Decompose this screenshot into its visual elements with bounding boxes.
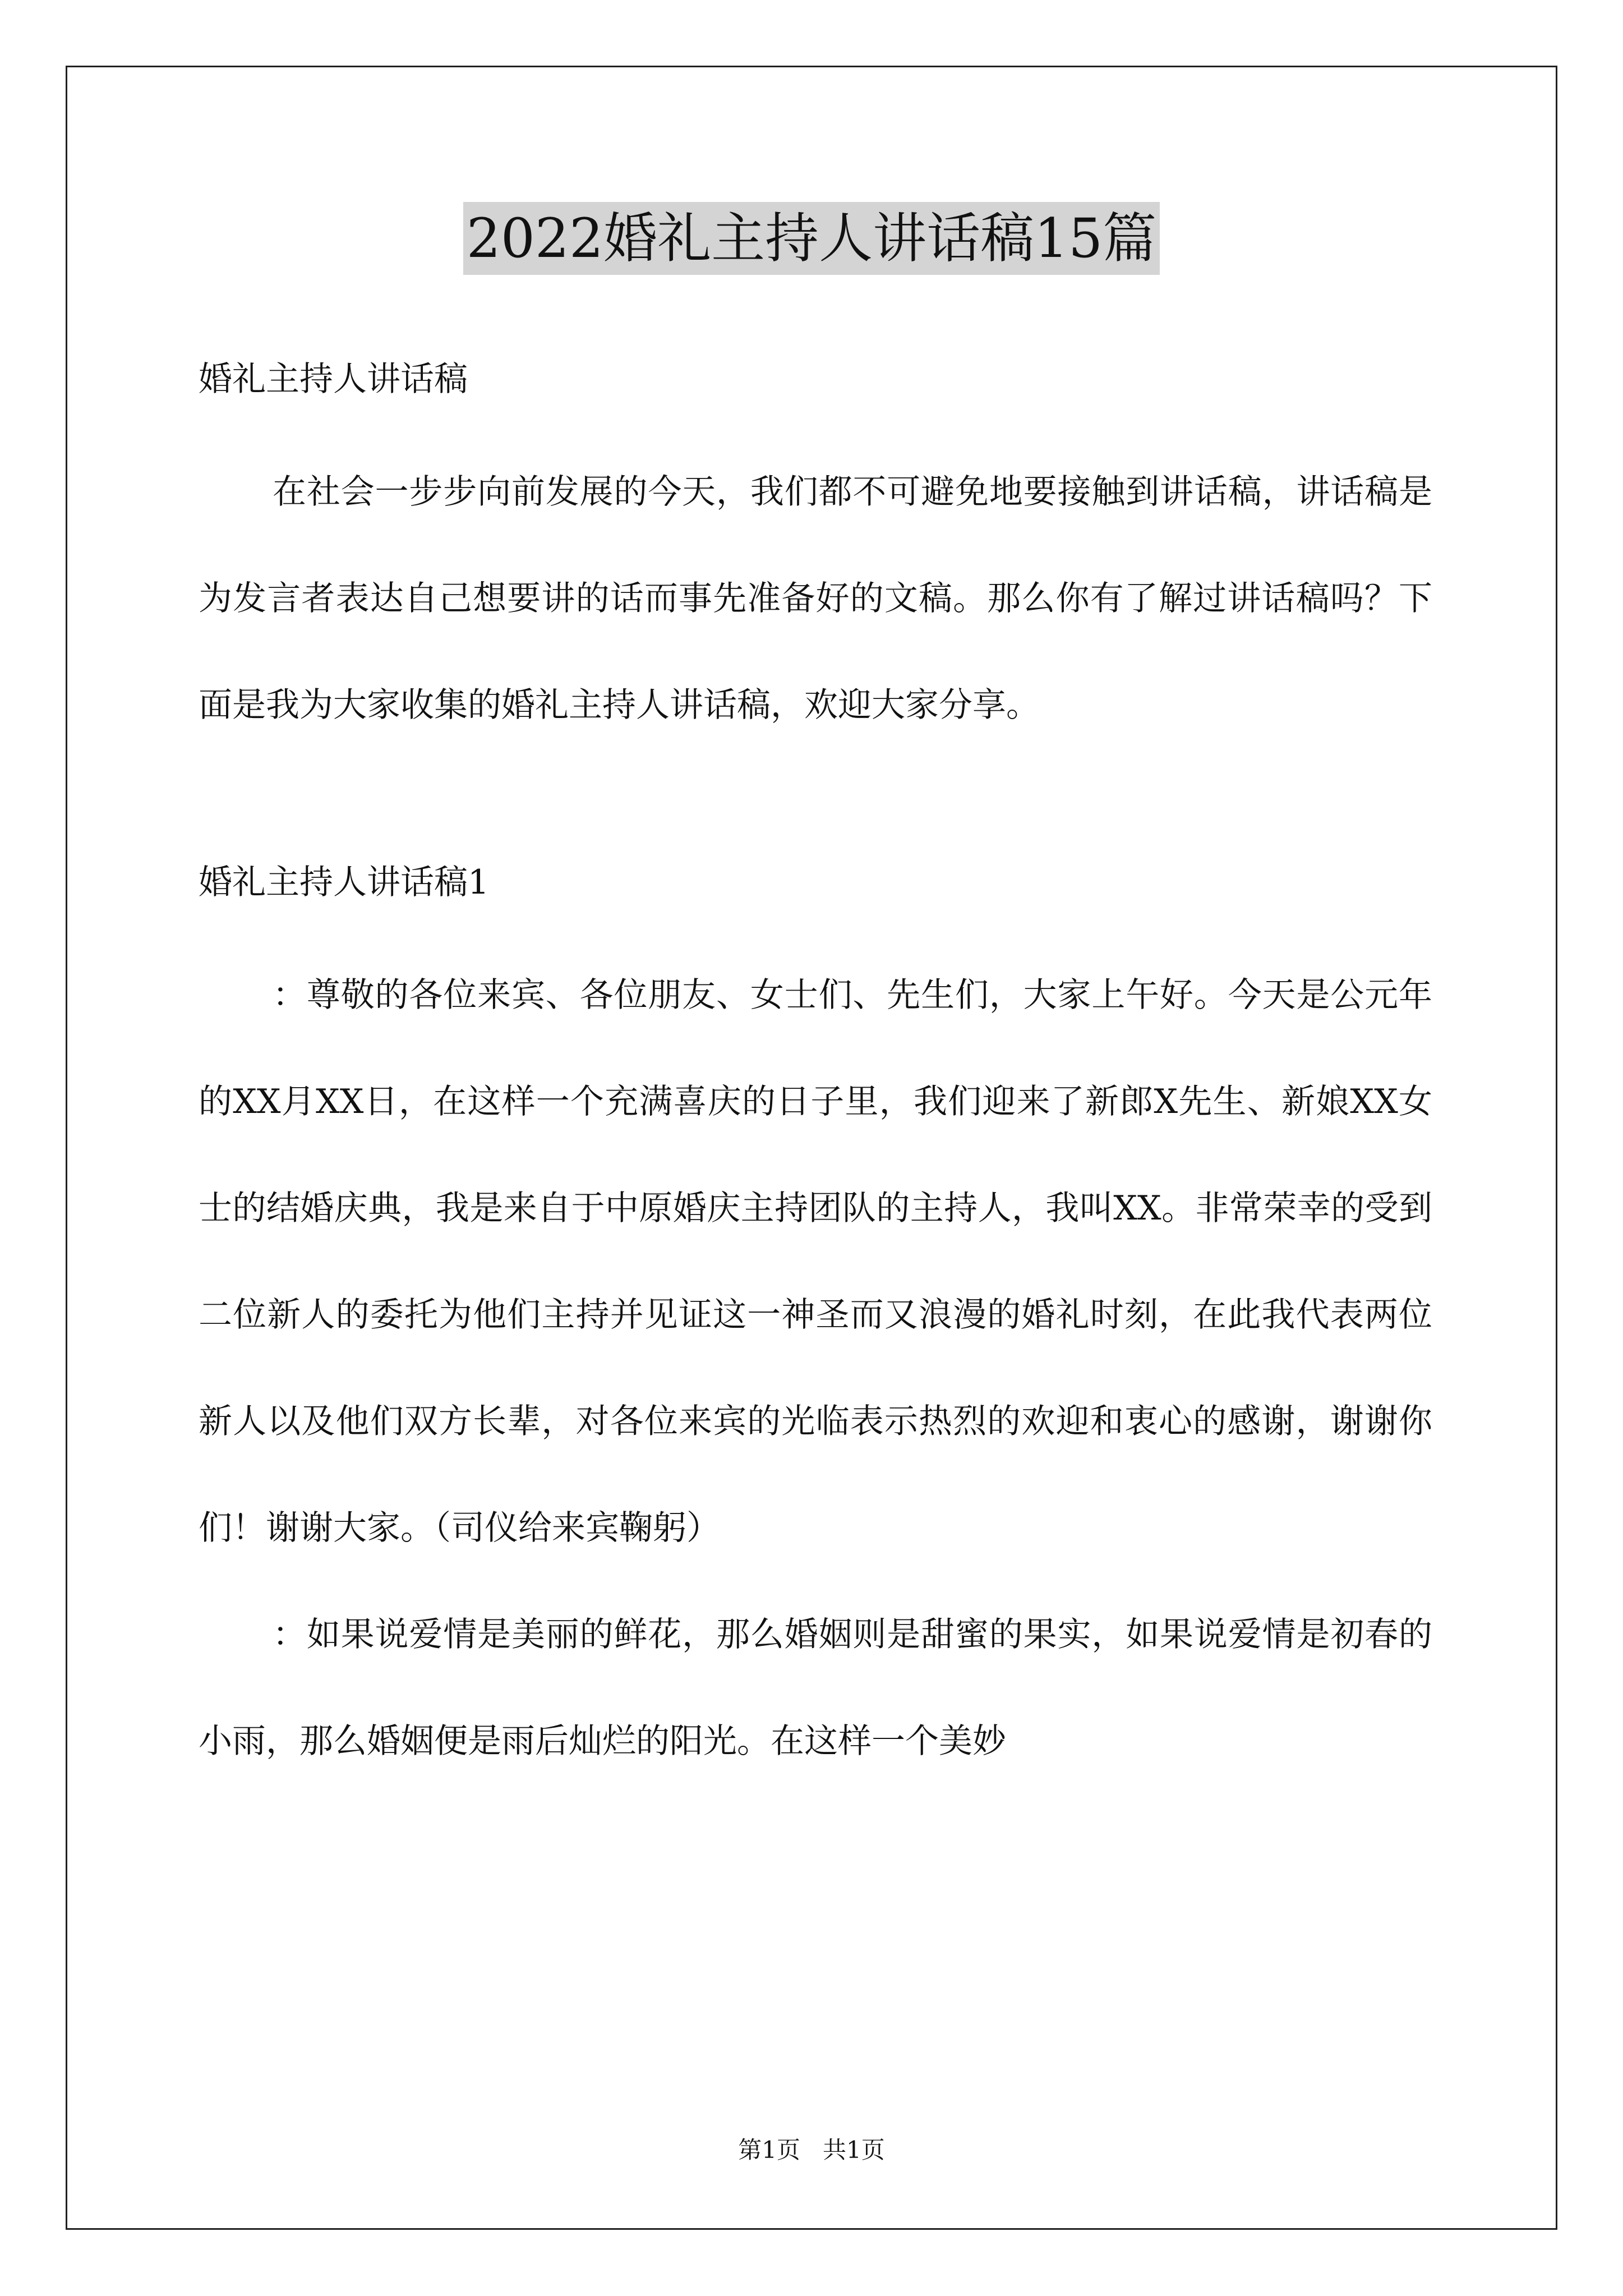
spacer bbox=[199, 416, 1432, 439]
spacer bbox=[199, 758, 1432, 845]
title-wrap bbox=[0, 202, 1623, 275]
paragraph: ：如果说爱情是美丽的鲜花，那么婚姻则是甜蜜的果实，如果说爱情是初春的小雨，那么婚姻便是雨后灿烂的阳光。在这样一个美妙 bbox=[199, 1615, 1432, 1761]
document-title: 2022婚礼主持人讲话稿15篇 bbox=[463, 202, 1160, 275]
paragraph: ：尊敬的各位来宾、各位朋友、女士们、先生们，大家上午好。今天是公元年的XX月XX日，在这样一个充满喜庆的日子里，我们迎来了新郎X先生、新娘XX女士的结婚庆典，我是来自于中原婚庆主持团队的主持人，我叫XX。非常荣幸的受到二位新人的委托为他们主持并见证这一神圣而又浪漫的婚礼时刻，在此我代表两位新人以及他们双方长辈，对各位来宾的光临表示热烈的欢迎和衷心的感谢，谢谢你们！谢谢大家。（司仪给来宾鞠躬） bbox=[199, 976, 1432, 1548]
section-heading: 婚礼主持人讲话稿 bbox=[199, 360, 468, 399]
section-heading: 婚礼主持人讲话稿1 bbox=[199, 863, 490, 902]
spacer bbox=[199, 919, 1432, 942]
document-body bbox=[199, 342, 1432, 1795]
page-footer: 第1页 共1页 bbox=[738, 2136, 885, 2164]
paragraph: 在社会一步步向前发展的今天，我们都不可避免地要接触到讲话稿，讲话稿是为发言者表达自己想要讲的话而事先准备好的文稿。那么你有了解过讲话稿吗？下面是我为大家收集的婚礼主持人讲话稿，欢迎大家分享。 bbox=[199, 472, 1432, 725]
